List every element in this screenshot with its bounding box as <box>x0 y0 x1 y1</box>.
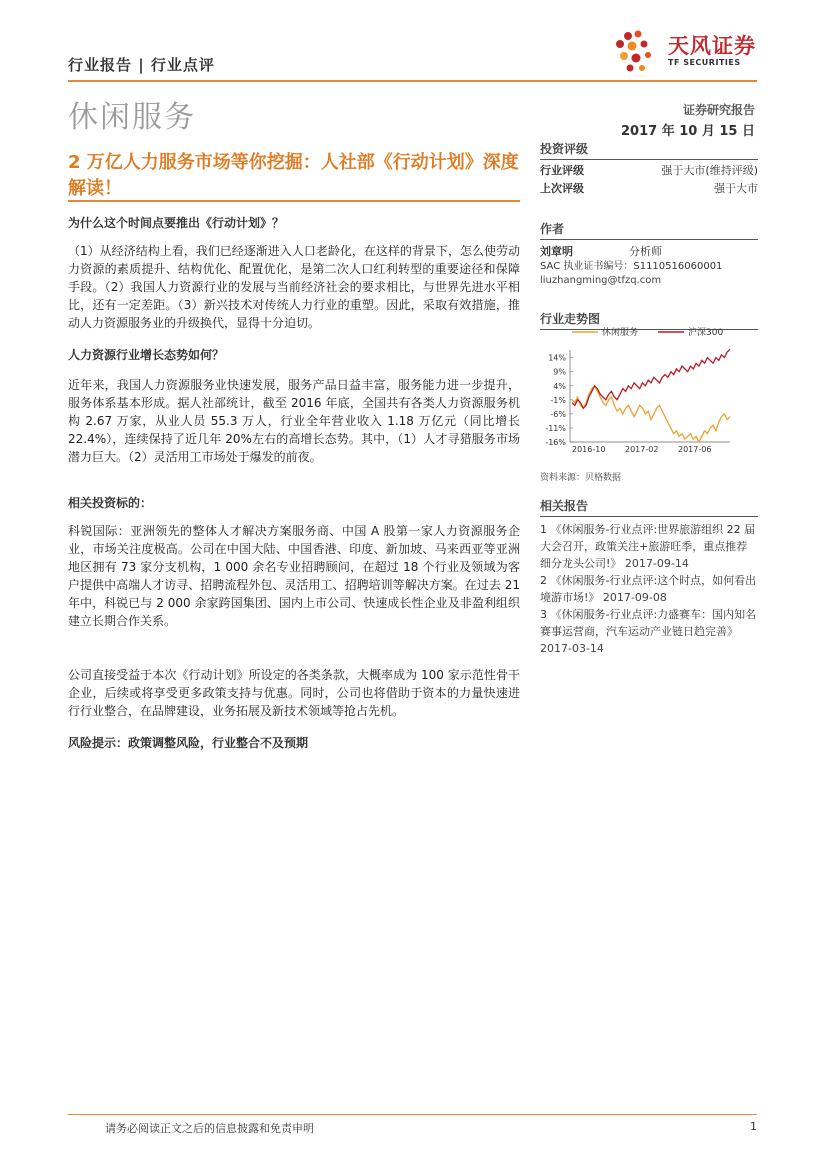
related-title[interactable]: 1 《休闲服务-行业点评:世界旅游组织 22 届大会召开，政策关注+旅游旺季，重点推荐细分龙头公司!》 <box>540 523 756 570</box>
report-title: 2 万亿人力服务市场等你挖掘：人社部《行动计划》深度解读！ <box>68 152 519 199</box>
rating-heading: 投资评级 <box>540 142 589 156</box>
main-column <box>68 214 520 752</box>
related-date: 2017-09-08 <box>602 591 667 604</box>
related-title[interactable]: 3 《休闲服务-行业点评:力盛赛车：国内知名赛事运营商，汽车运动产业链日趋完善》 <box>540 608 757 638</box>
section-heading: 相关投资标的： <box>68 496 153 510</box>
industry-rating-label: 行业评级 <box>540 164 584 177</box>
author-sac: SAC 执业证书编号：S1110516060001 <box>540 261 723 272</box>
related-title[interactable]: 2 《休闲服务-行业点评:这个时点，如何看出境游市场!》 <box>540 574 757 604</box>
tf-logo-icon <box>610 28 666 74</box>
related-item[interactable] <box>540 606 758 657</box>
prev-rating-row <box>540 180 758 198</box>
chart-source: 资料来源：贝格数据 <box>540 473 622 483</box>
report-category: 行业报告 | 行业点评 <box>68 56 215 74</box>
prev-rating-label: 上次评级 <box>540 182 584 195</box>
trend-heading: 行业走势图 <box>540 312 601 326</box>
page-number: 1 <box>750 1120 757 1133</box>
y-tick-label: -11% <box>545 423 566 433</box>
legend-label: 沪深300 <box>688 328 724 338</box>
industry-rating-row <box>540 162 758 180</box>
risk-note: 风险提示：政策调整风险，行业整合不及预期 <box>68 736 309 750</box>
series-line <box>572 386 730 442</box>
paragraph: 近年来，我国人力资源服务业快速发展，服务产品日益丰富，服务能力进一步提升，服务体系基本形成。据人社部统计，截至 2016 年底，全国共有各类人力资源服务机构 2.67 万家，从业人员 55.3 万人，行业全年营业收入 1.18 万亿元（同比增长 22.4%），连续保持了近几年 20%左右的高增长态势。其中，（1）人才寻猎服务市场潜力巨大。（2）灵活用工市场处于爆发的前夜。 <box>68 378 520 464</box>
y-tick-label: -1% <box>550 395 566 405</box>
author-name: 刘章明 <box>540 245 573 258</box>
section-heading: 人力资源行业增长态势如何？ <box>68 348 225 362</box>
sidebar-divider <box>540 159 758 160</box>
prev-rating-value: 强于大市 <box>714 182 758 195</box>
related-reports <box>540 497 758 657</box>
x-tick-label: 2017-02 <box>625 445 659 454</box>
y-tick-label: 9% <box>553 367 566 377</box>
brand-name-cn: 天风证券 <box>668 34 756 58</box>
paragraph: 科锐国际：亚洲领先的整体人才解决方案服务商、中国 A 股第一家人力资源服务企业，市场关注度极高。公司在中国大陆、中国香港、印度、新加坡、马来西亚等亚洲地区拥有 73 家分支机构，1 000 余名专业招聘顾问，在超过 18 个行业及领域为客户提供中高端人才访寻、招聘流程外包、灵活用工、招聘培训等解决方案。在过去 21 年中，科锐已与 2 000 余家跨国集团、国内上市公司、快速成长性企业及非盈利组织建立长期合作关系。 <box>68 524 520 628</box>
author-role: 分析师 <box>629 245 662 258</box>
author-email[interactable]: liuzhangming@tfzq.com <box>540 275 662 286</box>
sector-title: 休闲服务 <box>68 100 196 135</box>
series-line <box>572 349 730 408</box>
y-tick-label: -6% <box>550 409 566 419</box>
x-tick-label: 2016-10 <box>572 445 606 454</box>
header-divider <box>68 80 757 82</box>
sidebar-divider <box>540 516 758 517</box>
section-heading: 为什么这个时间点要推出《行动计划》？ <box>68 216 285 230</box>
author-heading: 作者 <box>540 222 565 236</box>
related-date: 2017-09-14 <box>624 557 689 570</box>
report-date: 2017 年 10 月 15 日 <box>621 124 755 139</box>
related-item[interactable] <box>540 572 758 606</box>
brand-name-en: TF SECURITIES <box>668 58 741 67</box>
related-heading: 相关报告 <box>540 499 589 513</box>
report-type: 证券研究报告 <box>682 103 755 117</box>
y-tick-label: 4% <box>553 381 566 391</box>
paragraph: 公司直接受益于本次《行动计划》所设定的各类条款，大概率成为 100 家示范性骨干企业，后续或将享受更多政策支持与优惠。同时，公司也将借助于资本的力量快速进行行业整合，在品牌建设，业务拓展及新技术领域等抢占先机。 <box>68 668 520 718</box>
paragraph: （1）从经济结构上看，我们已经逐渐进入人口老龄化，在这样的背景下，怎么使劳动力资源的素质提升、结构优化、配置优化，是第二次人口红利转型的重要途径和保障手段。（2）我国人力资源行业的发展与当前经济社会的要求相比，与世界先进水平相比，还有一定差距。（3）新兴技术对传统人力行业的重塑。因此，采取有效措施，推动人力资源服务业的升级换代，显得十分迫切。 <box>68 244 520 330</box>
footer-divider <box>68 1114 757 1115</box>
legend-label: 休闲服务 <box>602 328 639 338</box>
x-tick-label: 2017-06 <box>678 445 712 454</box>
industry-rating-value: 强于大市(维持评级) <box>661 164 758 177</box>
author-row <box>540 244 758 260</box>
y-tick-label: -16% <box>545 438 566 447</box>
related-date: 2017-03-14 <box>540 642 604 655</box>
footer-disclaimer: 请务必阅读正文之后的信息披露和免责申明 <box>105 1122 314 1135</box>
trend-chart <box>540 322 758 462</box>
y-tick-label: 14% <box>548 353 566 363</box>
title-divider <box>68 200 520 202</box>
sidebar <box>540 140 758 330</box>
related-item[interactable] <box>540 521 758 572</box>
sidebar-divider <box>540 239 758 240</box>
